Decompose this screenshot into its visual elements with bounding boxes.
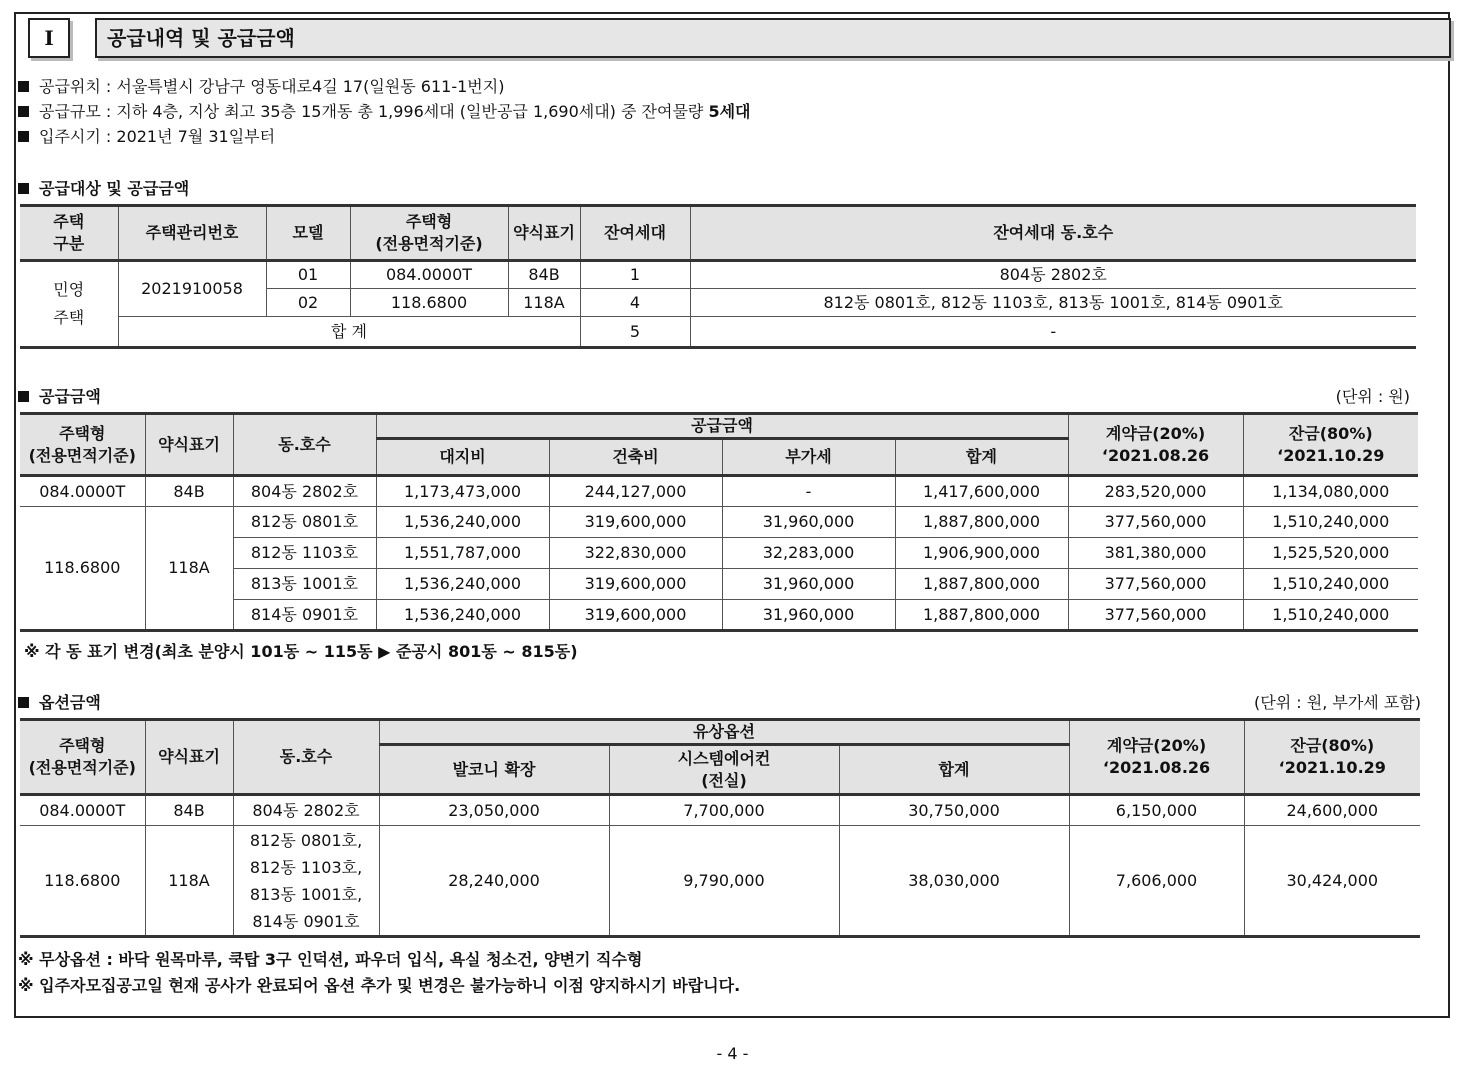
- col-mgmt-no: 주택관리번호: [118, 206, 266, 261]
- info-movein: 입주시기 : 2021년 7월 31일부터: [18, 124, 275, 147]
- supply-target-table: [20, 204, 1416, 349]
- table-row: 084.0000T 84B 804동 2802호 23,050,000 7,700,000 30,750,000 6,150,000 24,600,000: [20, 795, 1420, 826]
- col-balcony: 발코니 확장: [379, 745, 609, 795]
- col-short: 약식표기: [145, 720, 233, 795]
- col-balance: 잔금(80%) ‘2021.10.29: [1243, 414, 1418, 476]
- col-model: 모델: [266, 206, 350, 261]
- col-remaining-units: 잔여세대 동.호수: [690, 206, 1416, 261]
- table-row: 118.6800 118A 812동 0801호 1,536,240,000 319,600,000 31,960,000 1,887,800,000 377,560,000 1,510,240,000: [20, 507, 1418, 538]
- table1-title: 공급대상 및 공급금액: [18, 176, 189, 199]
- total-row: 합 계 5 -: [20, 317, 1416, 348]
- bullet-icon: [18, 697, 29, 708]
- table3-note-1: ※ 무상옵션 : 바닥 원목마루, 쿡탑 3구 인덕션, 파우더 입식, 욕실 청소건, 양변기 직수형: [18, 950, 643, 969]
- col-paid-option: 유상옵션: [379, 720, 1069, 745]
- col-unit-type: 주택형 (전용면적기준): [20, 720, 145, 795]
- col-supply-price: 공급금액: [376, 414, 1068, 439]
- table-row: 084.0000T 84B 804동 2802호 1,173,473,000 244,127,000 - 1,417,600,000 283,520,000 1,134,080,000: [20, 476, 1418, 507]
- col-land: 대지비: [376, 439, 549, 476]
- table-row: 813동 1001호 1,536,240,000 319,600,000 31,960,000 1,887,800,000 377,560,000 1,510,240,000: [20, 569, 1418, 600]
- table3-unit: (단위 : 원, 부가세 포함): [1254, 693, 1421, 712]
- col-short: 약식표기: [145, 414, 233, 476]
- col-remaining: 잔여세대: [580, 206, 690, 261]
- col-sum: 합계: [839, 745, 1069, 795]
- col-unit-type: 주택형 (전용면적기준): [20, 414, 145, 476]
- table3-note-2: ※ 입주자모집공고일 현재 공사가 완료되어 옵션 추가 및 변경은 불가능하니 이점 양지하시기 바랍니다.: [18, 976, 741, 995]
- bullet-icon: [18, 81, 29, 92]
- section-number: I: [28, 18, 70, 58]
- col-short: 약식표기: [508, 206, 580, 261]
- table-row: 02 118.6800 118A 4 812동 0801호, 812동 1103호, 813동 1001호, 814동 0901호: [20, 289, 1416, 317]
- col-dong-ho: 동.호수: [233, 414, 376, 476]
- col-vat: 부가세: [722, 439, 895, 476]
- mgmt-no-cell: 2021910058: [118, 261, 266, 317]
- col-house-type: 주택 구분: [20, 206, 118, 261]
- table-row: 814동 0901호 1,536,240,000 319,600,000 31,960,000 1,887,800,000 377,560,000 1,510,240,000: [20, 600, 1418, 631]
- bullet-icon: [18, 391, 29, 402]
- col-deposit: 계약금(20%) ‘2021.08.26: [1068, 414, 1243, 476]
- table-row: 민영 주택 2021910058 01 084.0000T 84B 1 804동 2802호: [20, 261, 1416, 289]
- page-number: - 4 -: [716, 1044, 749, 1063]
- col-balance: 잔금(80%) ‘2021.10.29: [1244, 720, 1420, 795]
- bullet-icon: [18, 106, 29, 117]
- table2-unit: (단위 : 원): [1335, 387, 1410, 406]
- section-title: 공급내역 및 공급금액: [95, 18, 1451, 58]
- info-scale: 공급규모 : 지하 4층, 지상 최고 35층 15개동 총 1,996세대 (일반공급 1,690세대) 중 잔여물량 5세대: [18, 99, 751, 122]
- col-deposit: 계약금(20%) ‘2021.08.26: [1069, 720, 1244, 795]
- table-row: 812동 1103호 1,551,787,000 322,830,000 32,283,000 1,906,900,000 381,380,000 1,525,520,000: [20, 538, 1418, 569]
- house-type-cell: 민영 주택: [20, 261, 118, 348]
- table2-title: 공급금액: [18, 384, 101, 407]
- col-unit-type: 주택형 (전용면적기준): [350, 206, 508, 261]
- supply-price-table: [20, 412, 1418, 632]
- table2-note: ※ 각 동 표기 변경(최초 분양시 101동 ~ 115동 ▶ 준공시 801동 ~ 815동): [24, 642, 578, 661]
- bullet-icon: [18, 183, 29, 194]
- info-location: 공급위치 : 서울특별시 강남구 영동대로4길 17(일원동 611-1번지): [18, 74, 504, 97]
- col-aircon: 시스템에어컨 (전실): [609, 745, 839, 795]
- table3-title: 옵션금액: [18, 690, 101, 713]
- bullet-icon: [18, 131, 29, 142]
- table-row: 118.6800 118A 812동 0801호, 812동 1103호, 813동 1001호, 814동 0901호 28,240,000 9,790,000 38,030,000 7,606,000 30,424,000: [20, 826, 1420, 937]
- option-price-table: [20, 718, 1420, 938]
- col-building: 건축비: [549, 439, 722, 476]
- col-dong-ho: 동.호수: [233, 720, 379, 795]
- col-sum: 합계: [895, 439, 1068, 476]
